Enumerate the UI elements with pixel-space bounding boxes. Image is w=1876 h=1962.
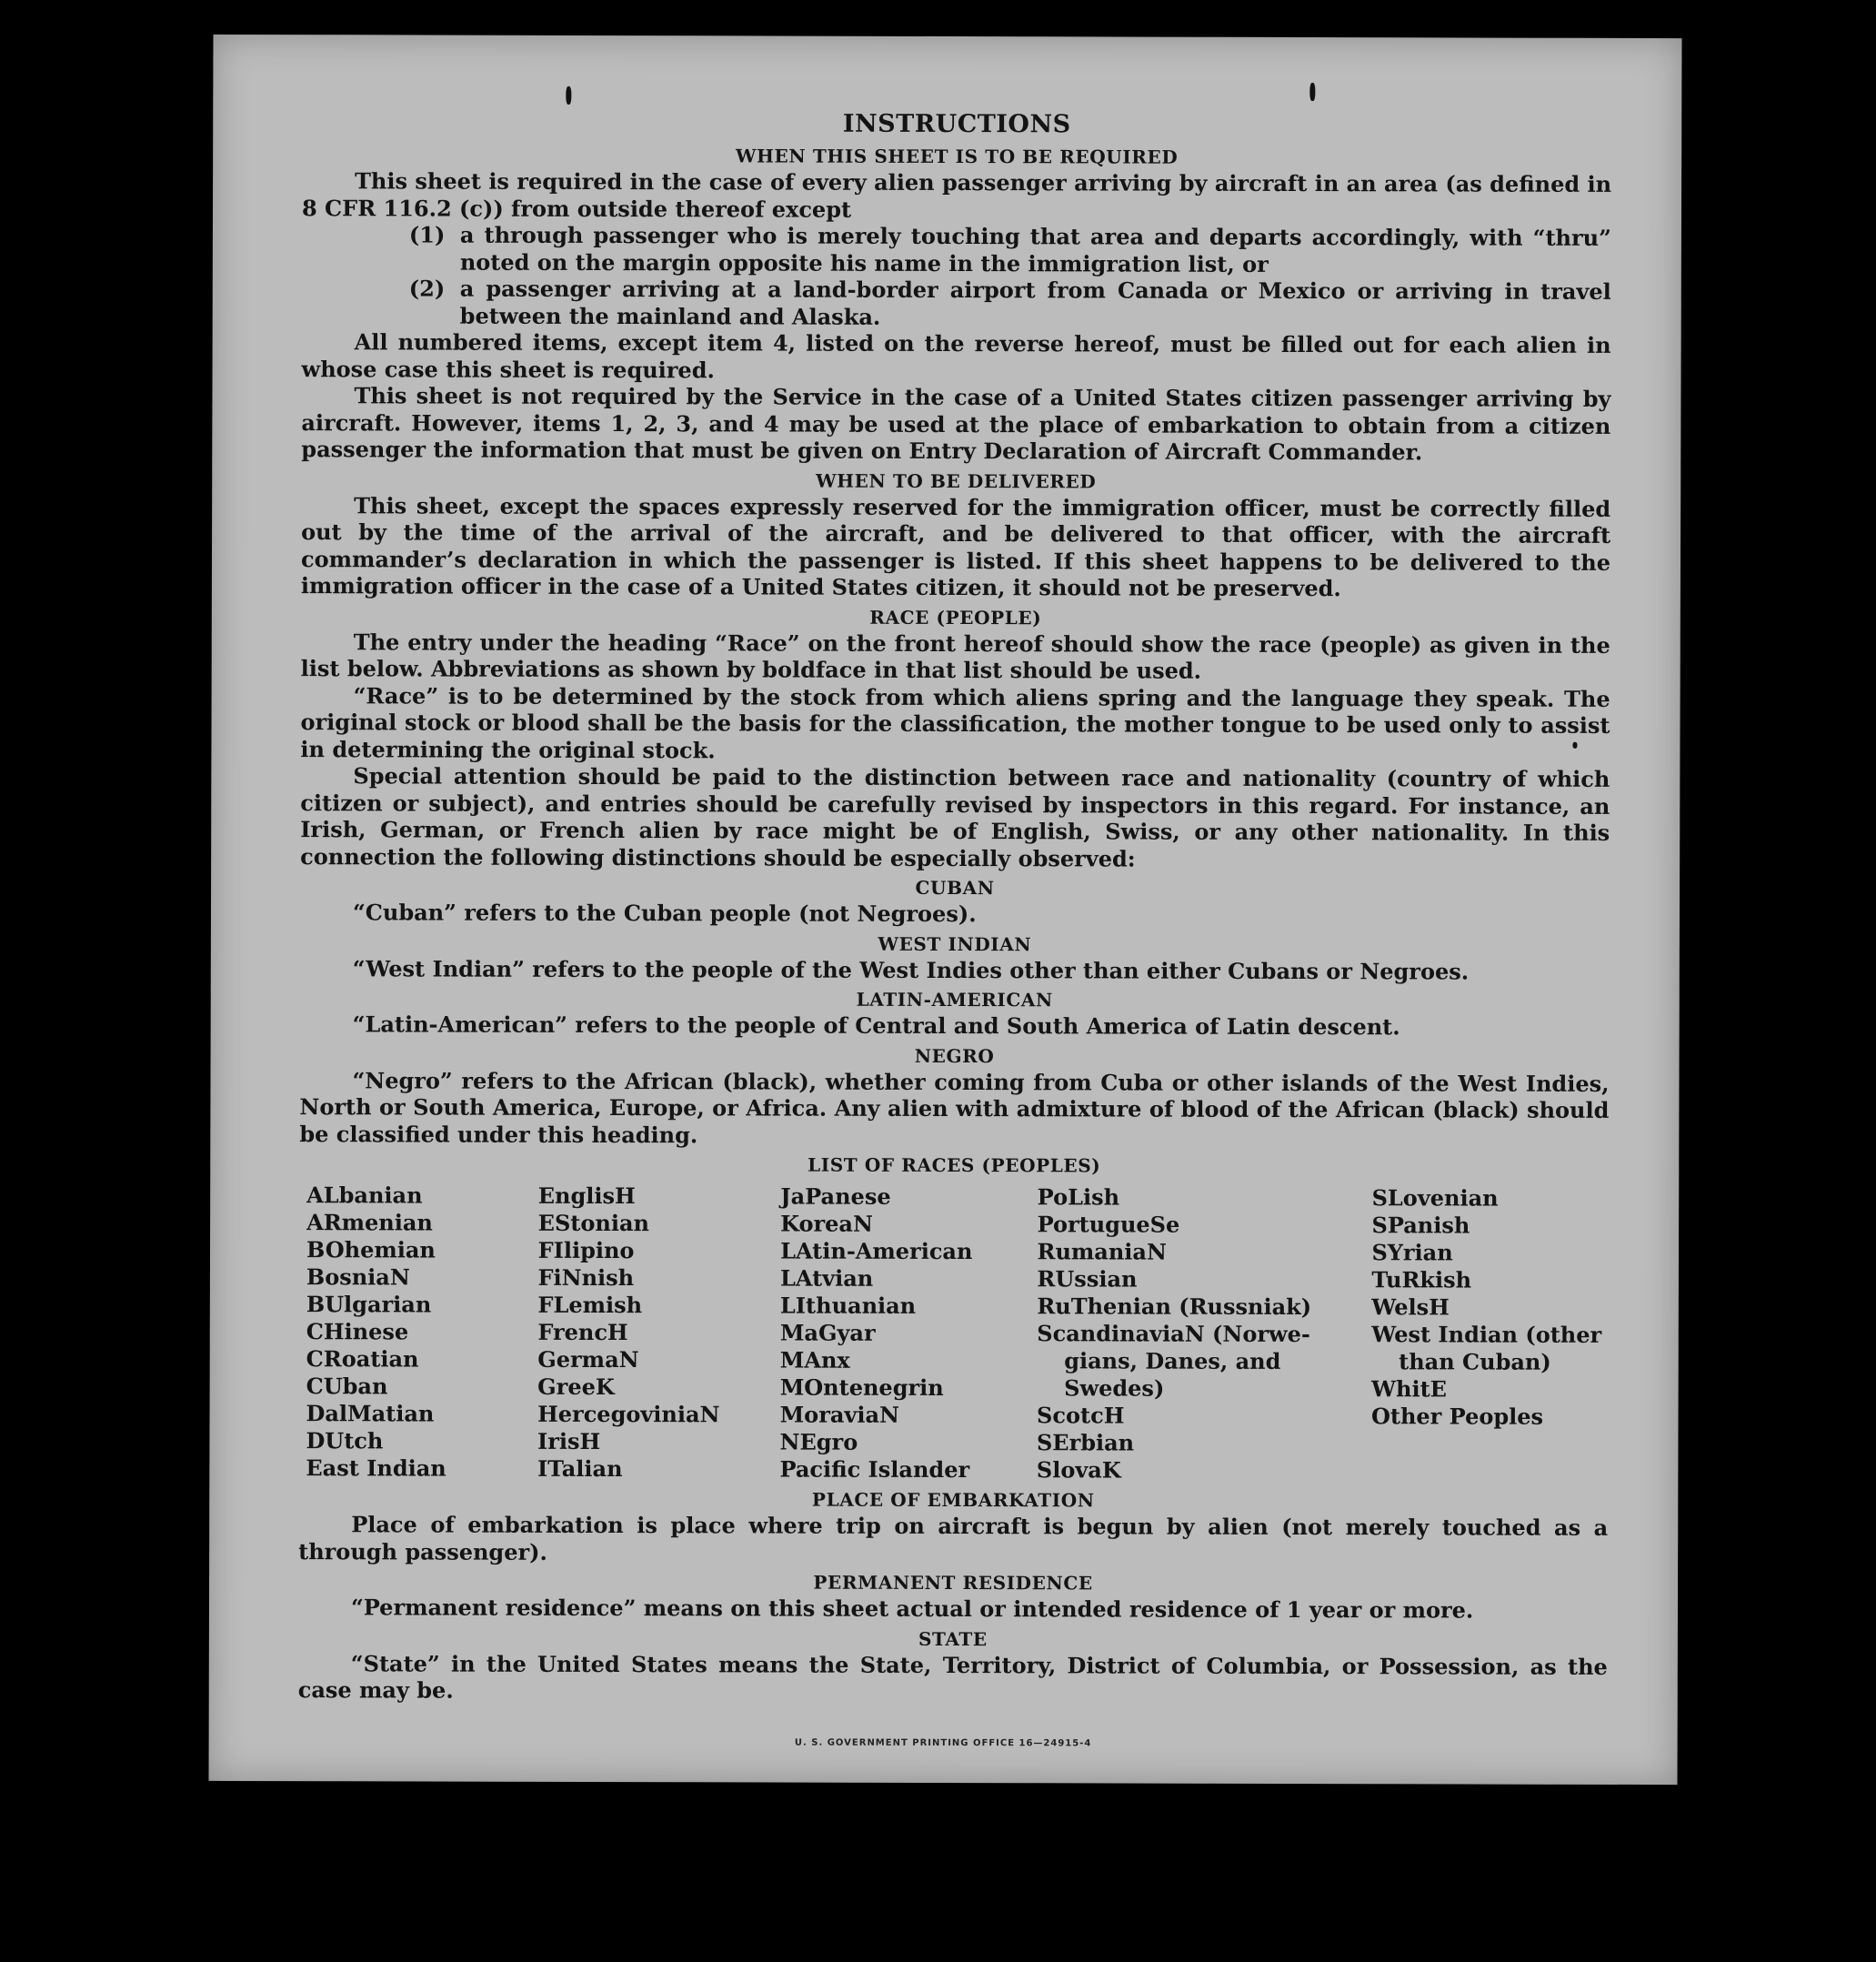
heading-west-indian: WEST INDIAN [878,932,1032,955]
race-entry: BUlgarian [306,1291,432,1318]
race-entry: SErbian [1036,1429,1135,1456]
race-entry: PortugueSe [1037,1211,1180,1238]
ink-speck [566,86,571,105]
race-entry: ScandinaviaN (Norwe- [1037,1320,1310,1348]
race-entry: SPanish [1371,1212,1470,1239]
latin-american-definition: “Latin-American” refers to the people of Central and South America of Latin descent. [352,1011,1400,1041]
race-entry: LAtin-American [780,1237,973,1265]
document-sheet [208,35,1681,1785]
race-entry: GermaN [537,1345,639,1373]
race-entry: FiNnish [537,1263,635,1292]
race-entry-continued: than Cuban) [1399,1348,1551,1375]
heading-permanent-residence: PERMANENT RESIDENCE [813,1571,1093,1595]
race-entry: WelsH [1371,1293,1450,1321]
race-column-5 [1371,1184,1609,1485]
race-entry: JaPanese [780,1182,891,1210]
race-entry: CUban [306,1373,388,1400]
race-entry: BOhemian [306,1236,436,1263]
heading-when-required: WHEN THIS SHEET IS TO BE REQUIRED [735,145,1179,168]
race-column-3 [779,1183,1037,1484]
exception-item-2 [302,275,1611,332]
race-entry: FLemish [537,1291,643,1319]
race-column-1 [306,1182,537,1483]
race-entry: TuRkish [1371,1266,1472,1293]
race-entry: RuThenian (Russniak) [1037,1293,1312,1321]
printer-imprint: U. S. GOVERNMENT PRINTING OFFICE 16—24915-4 [794,1737,1092,1749]
race-entry-continued: Swedes) [1064,1374,1165,1402]
race-paragraph-1: The entry under the heading “Race” on the front hereof should show the race (people) as given in the list below. Abbreviations as shown by boldface in that list should be used. [300,628,1610,684]
race-entry: DalMatian [306,1400,435,1427]
race-list [306,1182,1609,1485]
race-entry: WhitE [1371,1375,1448,1403]
exception-text: a passenger arriving at a land-border airport from Canada or Mexico or arriving in travel between the mainland and Alaska. [459,275,1611,330]
race-entry: East Indian [306,1454,446,1482]
race-entry: ARmenian [306,1209,433,1236]
exception-number: (2) [408,275,446,302]
race-entry: LAtvian [779,1264,874,1292]
race-entry: PoLish [1037,1183,1120,1211]
race-entry: EStonian [537,1209,650,1237]
when-required-intro: This sheet is required in the case of every alien passenger arriving by aircraft in an area (as defined in 8 CFR 116.2 (c)) from outside thereof except [301,167,1612,223]
race-entry: BosniaN [306,1263,410,1291]
heading-when-delivered: WHEN TO BE DELIVERED [816,469,1097,492]
heading-negro: NEGRO [914,1044,995,1067]
embarkation-definition: Place of embarkation is place where trip on aircraft is begun by alien (not merely touched as a through passenger). [298,1511,1609,1565]
race-entry: CRoatian [306,1345,419,1373]
race-entry: MOntenegrin [779,1373,944,1401]
race-entry: KoreaN [780,1210,873,1237]
page-title: INSTRUCTIONS [842,109,1071,139]
race-paragraph-3: Special attention should be paid to the distinction between race and nationality (country of which citizen or subject), and entries should be carefully revised by inspectors in this regard. For instance, an Irish, German, or French alien by race might be of English, Swiss, or any other nationality. In this connection the following distinctions should be especially observed: [300,762,1610,872]
cuban-definition: “Cuban” refers to the Cuban people (not Negroes). [352,899,977,928]
race-entry: HercegoviniaN [537,1400,720,1428]
negro-definition: “Negro” refers to the African (black), whether coming from Cuba or other islands of the West Indies, North or South America, Europe, or Africa. Any alien with admixture of blood of the African (black) should be classified under this heading. [299,1066,1610,1148]
race-entry-continued: gians, Danes, and [1064,1347,1281,1374]
race-entry: West Indian (other [1371,1321,1602,1348]
race-entry: Pacific Islander [779,1455,970,1484]
west-indian-definition: “West Indian” refers to the people of the West Indies other than either Cubans or Negroes. [352,954,1470,985]
ink-speck [1309,83,1315,101]
race-entry: SlovaK [1036,1456,1121,1484]
race-entry: DUtch [306,1427,384,1454]
citizen-paragraph: This sheet is not required by the Service in the case of a United States citizen passenger arriving by aircraft. However, items 1, 2, 3, and 4 may be used at the place of embarkation to obtain from a citizen passenger the information that must be given on Entry Declaration of Aircraft Commander. [301,382,1611,466]
residence-definition: “Permanent residence” means on this sheet actual or intended residence of 1 year or more. [350,1594,1474,1624]
race-entry: CHinese [306,1318,409,1345]
race-entry: Other Peoples [1370,1403,1544,1430]
heading-race: RACE (PEOPLE) [869,606,1042,629]
race-entry: MaGyar [779,1319,876,1346]
race-entry: MAnx [779,1346,850,1373]
delivery-paragraph: This sheet, except the spaces expressly reserved for the immigration officer, must be correctly filled out by the time of the arrival of the aircraft, and be delivered to that officer, with the aircraft commander’s declaration in which the passenger is listed. If this sheet happens to be delivered to the immigration officer in the case of a United States citizen, it should not be preserved. [300,491,1611,602]
exception-number: (1) [408,221,446,248]
exception-text: a through passenger who is merely touching that area and departs accordingly, with “thru” noted on the margin opposite his name in the immigration list, or [459,221,1611,277]
race-entry: ALbanian [306,1182,423,1209]
state-definition: “State” in the United States means the State, Territory, District of Columbia, or Possession, as the case may be. [297,1649,1608,1704]
heading-list-of-races: LIST OF RACES (PEOPLES) [808,1153,1101,1177]
race-entry: SLovenian [1371,1184,1499,1212]
race-entry: IrisH [537,1427,601,1455]
race-entry: NEgro [779,1428,858,1455]
heading-latin-american: LATIN-AMERICAN [856,988,1053,1011]
race-entry: SYrian [1371,1239,1453,1266]
race-entry: ITalian [537,1454,623,1483]
numbered-items-paragraph: All numbered items, except item 4, listed on the reverse hereof, must be filled out for each alien in whose case this sheet is required. [301,328,1611,383]
heading-state: STATE [918,1627,988,1650]
race-entry: MoraviaN [779,1401,900,1428]
race-column-2 [537,1182,780,1484]
heading-embarkation: PLACE OF EMBARKATION [811,1488,1095,1512]
race-entry: FIlipino [537,1236,635,1264]
race-entry: RUssian [1037,1265,1138,1293]
heading-cuban: CUBAN [915,876,995,900]
instructions-body [298,107,1612,1706]
race-entry: ScotcH [1037,1402,1125,1429]
race-entry: RumaniaN [1037,1238,1167,1265]
race-column-4 [1037,1183,1372,1484]
race-entry: LIthuanian [779,1292,917,1319]
race-entry: EnglisH [537,1182,636,1210]
race-entry: GreeK [537,1373,615,1401]
exception-item-1 [302,221,1611,278]
race-paragraph-2: “Race” is to be determined by the stock from which aliens spring and the language they speak. The original stock or blood shall be the basis for the classification, the mother tongue to be used only to assist in determining the original stock. [300,681,1610,763]
race-entry: FrencH [537,1318,628,1346]
